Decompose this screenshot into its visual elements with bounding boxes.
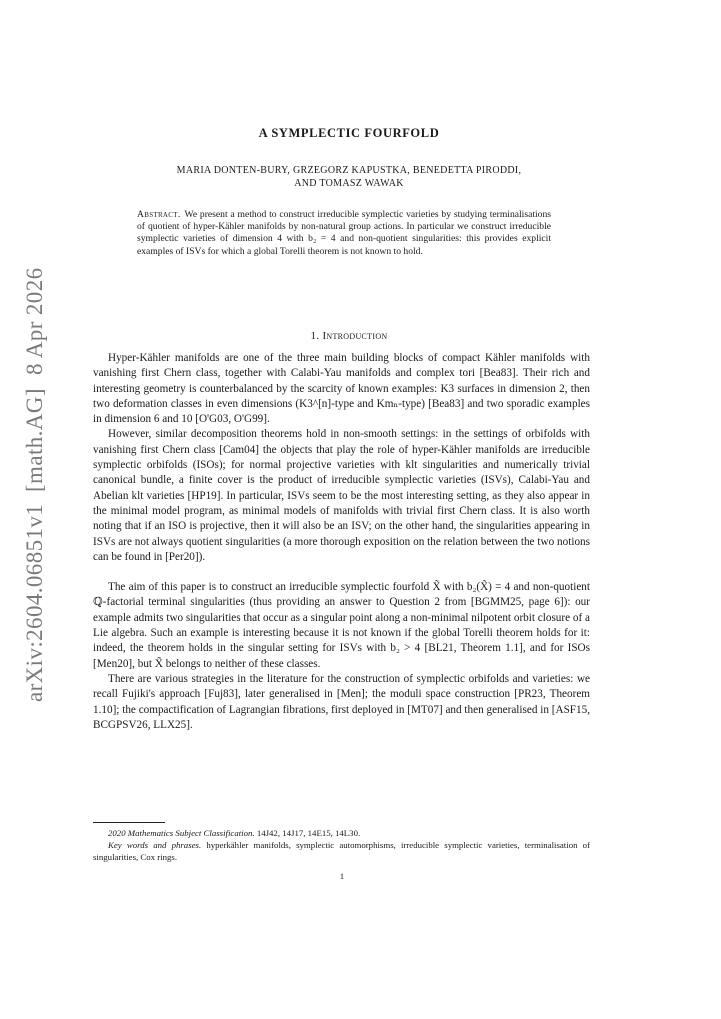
paper-title: A SYMPLECTIC FOURFOLD [258, 126, 440, 140]
arxiv-id: arXiv:2604.06851v1 [22, 503, 47, 703]
section-number: 1. [310, 330, 320, 342]
authors-line-1: MARIA DONTEN-BURY, GRZEGORZ KAPUSTKA, BENEDETTA PIRODDI, [176, 165, 522, 176]
section-heading [108, 330, 590, 342]
paragraph: There are various strategies in the literature for the construction of symplectic orbifolds and varieties: we recall Fujiki's approach [Fuj83], later generalised in [Men]; the moduli space construction [PR23, Theorem 1.10]; the compactification of Lagrangian fibrations, first deployed in [MT07] and then generalised in [ASF15, BCGPSV26, LLX25]. [93, 672, 590, 731]
keywords-text: hyperkähler manifolds, symplectic automorphisms, irreducible symplectic varieties, terminalisation of singularities, Cox rings. [93, 839, 590, 862]
footnotes [93, 828, 590, 863]
paragraph: Hyper-Kähler manifolds are one of the three main building blocks of compact Kähler manifolds with vanishing first Chern class, together with Calabi-Yau manifolds and complex tori [Bea83]. Their rich and interesting geometry is counterbalanced by the scarcity of known examples: K3 surfaces in dimension 2, then two deformation classes in even dimensions (K3^[n]-type and Kmₙ-type) [Bea83] and two sporadic examples in dimension 6 and 10 [O'G03, O'G99]. [93, 352, 590, 426]
paragraph: The aim of this paper is to construct an irreducible symplectic fourfold X̃ with b₂(X̃) = 4 and non-quotient ℚ-factorial terminal singularities (thus providing an answer to Question 2 from [BGMM25, page 6]): our example admits two singularities that occur as a singular point along a non-minimal nilpotent orbit closure of a Lie algebra. Such an example is interesting because it is not known if the global Torelli theorem holds for it: indeed, the theorem holds in the singular setting for ISVs with b₂ > 4 [BL21, Theorem 1.1], and for ISOs [Men20], but X̃ belongs to neither of these classes. [93, 581, 590, 670]
author-list [108, 164, 590, 190]
paragraph: However, similar decomposition theorems hold in non-smooth settings: in the settings of orbifolds with vanishing first Chern class [Cam04] the objects that play the role of hyper-Kähler manifolds are irreducible symplectic orbifolds (ISOs); for normal projective varieties with klt singularities and numerically trivial canonical bundle, a finite cover is the product of irreducible symplectic varieties (ISVs), Calabi-Yau and Abelian klt varieties [HP19]. In particular, ISVs seem to be the most interesting setting, as they also appear in the minimal model program, as minimal models of manifolds with trivial first Chern class. It is also worth noting that if an ISO is projective, then it will also be an ISV; on the other hand, the singularities appearing in ISVs are not always quotient singularities (a more thorough exposition on the relation between the two notions can be found in [Per20]). [93, 428, 590, 563]
msc-label: 2020 Mathematics Subject Classification. [108, 828, 255, 838]
page-number: 1 [339, 871, 345, 881]
abstract-label: Abstract. [137, 209, 181, 220]
abstract [137, 209, 551, 258]
authors-line-2: AND TOMASZ WAWAK [294, 178, 404, 189]
arxiv-side-identifier [14, 267, 56, 703]
section-title: Introduction [322, 330, 388, 342]
msc-footnote [93, 828, 590, 840]
arxiv-date: 8 Apr 2026 [22, 267, 47, 376]
msc-codes: 14J42, 14J17, 14E15, 14L30. [256, 828, 361, 838]
keywords-label: Key words and phrases. [108, 839, 202, 850]
footnote-divider [93, 822, 165, 823]
abstract-text: We present a method to construct irreducible symplectic varieties by studying terminalisations of quotient of hyper-Kähler manifolds by non-natural group actions. In particular we construct irreducible symplectic varieties of dimension 4 with b₂ = 4 and non-quotient singularities: this provides explicit examples of ISVs for which a global Torelli theorem is not known to hold. [137, 209, 551, 257]
keywords-footnote [93, 840, 590, 864]
arxiv-category: [math.AG] [22, 387, 47, 492]
introduction-body [93, 351, 590, 733]
